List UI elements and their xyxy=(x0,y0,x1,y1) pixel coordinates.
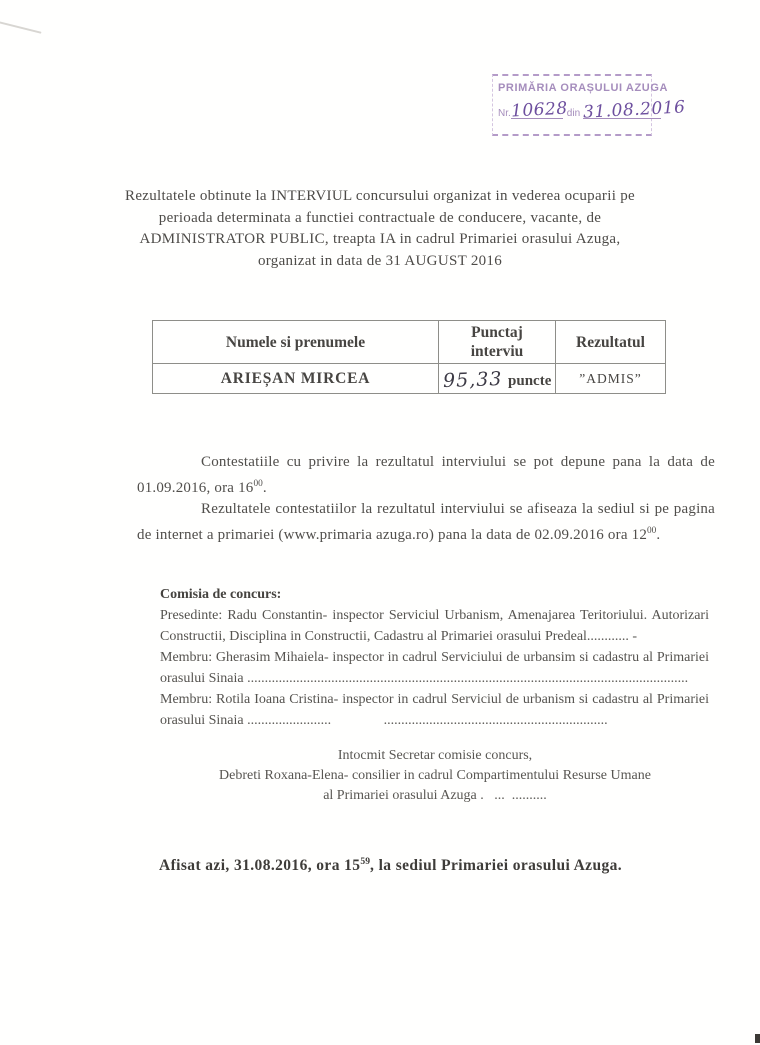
stamp-date-field xyxy=(582,97,687,123)
posting-note-text: Afisat azi, 31.08.2016, ora 15 xyxy=(159,857,361,875)
table-header-row xyxy=(153,321,666,364)
title-line: perioada determinata a functiei contractuale de conducere, vacante, de xyxy=(158,209,602,226)
result-value: ”ADMIS” xyxy=(556,364,666,394)
commission-section xyxy=(160,584,709,731)
interview-score-cell xyxy=(439,364,556,394)
header-score-line1: Punctaj xyxy=(471,324,523,341)
secretary-line: Intocmit Secretar comisie concurs, xyxy=(337,748,533,763)
stamp-date-value: 31.08.2016 xyxy=(582,97,687,123)
table-row xyxy=(153,364,666,394)
document-title xyxy=(0,186,760,272)
superscript-hour: 00 xyxy=(647,525,657,536)
title-line: Rezultatele obtinute la INTERVIUL concursului organizat in vederea ocuparii pe xyxy=(125,188,635,204)
paragraph-text: . xyxy=(262,479,267,496)
scan-artifact-corner xyxy=(755,1034,760,1043)
stamp-nr-field xyxy=(510,98,568,122)
secretary-block xyxy=(170,746,700,806)
paragraph-text: . xyxy=(656,526,661,543)
registration-stamp xyxy=(492,74,687,136)
body-paragraphs xyxy=(137,452,715,546)
stamp-din-label: din xyxy=(566,108,581,119)
contestation-paragraph-1 xyxy=(137,452,715,499)
header-score xyxy=(439,321,556,364)
commission-heading: Comisia de concurs: xyxy=(160,587,282,602)
header-result: Rezultatul xyxy=(556,321,666,364)
stamp-nr-label: Nr. xyxy=(498,108,511,119)
stamp-number-line xyxy=(498,97,687,123)
commission-president: Presedinte: Radu Constantin- inspector Serviciul Urbanism, Amenajarea Teritoriului. Autorizari Constructii, Disciplina in Constructii, Cadastru al Primariei orasului Predeal............ - xyxy=(160,608,709,644)
header-name: Numele si prenumele xyxy=(153,321,439,364)
superscript-hour: 59 xyxy=(360,856,371,867)
superscript-hour: 00 xyxy=(253,478,263,489)
stamp-nr-value: 10628 xyxy=(510,98,568,122)
handwritten-score: 95,33 xyxy=(442,367,503,392)
contestation-paragraph-2 xyxy=(137,499,715,546)
paragraph-text: Rezultatele contestatiilor la rezultatul interviului se afiseaza la sediul si pe pagina de internet a primariei (www.primaria azuga.ro) pana la data de 02.09.2016 ora 12 xyxy=(137,501,715,543)
title-line: organizat in data de 31 AUGUST 2016 xyxy=(257,252,503,269)
posting-note-text: , la sediul Primariei orasului Azuga. xyxy=(370,857,623,875)
secretary-line: al Primariei orasului Azuga . ... .......... xyxy=(323,788,547,803)
commission-member-2: Membru: Rotila Ioana Cristina- inspector in cadrul Serviciul de urbanism si cadastru al Primariei orasului Sinaia ........................ ................................................................ xyxy=(160,692,709,728)
stamp-org-name: PRIMĂRIA ORAȘULUI AZUGA xyxy=(498,82,669,94)
candidate-name: ARIEȘAN MIRCEA xyxy=(153,364,439,394)
header-score-line2: interviu xyxy=(470,343,524,360)
score-unit: puncte xyxy=(508,372,552,389)
paragraph-text: Contestatiile cu privire la rezultatul interviului se pot depune pana la data de 01.09.2016, ora 16 xyxy=(137,454,715,496)
posting-note xyxy=(159,856,719,875)
title-line: ADMINISTRATOR PUBLIC, treapta IA in cadrul Primariei orasului Azuga, xyxy=(139,231,621,248)
scan-artifact-line xyxy=(0,20,42,34)
results-table xyxy=(152,320,666,394)
secretary-line: Debreti Roxana-Elena- consilier in cadrul Compartimentului Resurse Umane xyxy=(219,768,651,783)
commission-member-1: Membru: Gherasim Mihaiela- inspector in cadrul Serviciului de urbansim si cadastru al Primariei orasului Sinaia .............................................................................................................................. xyxy=(160,650,709,686)
